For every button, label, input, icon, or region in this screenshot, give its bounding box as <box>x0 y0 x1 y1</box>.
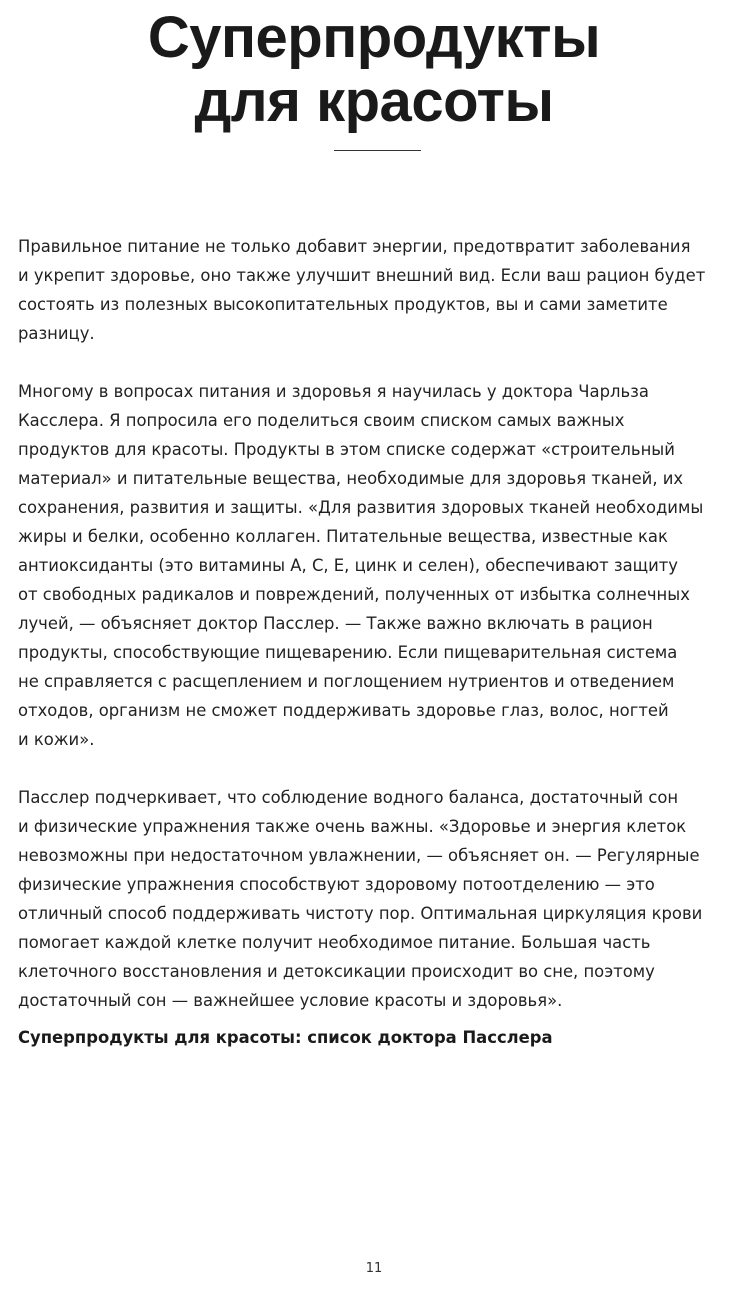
text-line: Пасслер подчеркивает, что соблюдение водного баланса, достаточный сон <box>18 788 679 807</box>
page-title <box>0 6 748 134</box>
text-line: антиоксиданты (это витамины А, С, Е, цинк и селен), обеспечивают защиту <box>18 556 678 575</box>
body-text <box>18 232 734 1044</box>
page-number: 11 <box>365 1261 383 1276</box>
title-line-1: Суперпродукты <box>147 5 601 70</box>
text-line: клеточного восстановления и детоксикации происходит во сне, поэтому <box>18 962 655 981</box>
text-line: продуктов для красоты. Продукты в этом списке содержат «строительный <box>18 440 675 459</box>
text-line: невозможны при недостаточном увлажнении, — объясняет он. — Регулярные <box>18 846 700 865</box>
text-line: достаточный сон — важнейшее условие красоты и здоровья». <box>18 991 563 1010</box>
text-line: отходов, организм не сможет поддерживать здоровье глаз, волос, ногтей <box>18 701 669 720</box>
text-line: отличный способ поддерживать чистоту пор. Оптимальная циркуляция крови <box>18 904 703 923</box>
text-line: материал» и питательные вещества, необходимые для здоровья тканей, их <box>18 469 684 488</box>
title-divider <box>334 150 421 151</box>
text-line: состоять из полезных высокопитательных продуктов, вы и сами заметите <box>18 295 668 314</box>
text-line: и укрепит здоровье, оно также улучшит внешний вид. Если ваш рацион будет <box>18 266 706 285</box>
text-line: разницу. <box>18 324 95 343</box>
text-line: от свободных радикалов и повреждений, полученных от избытка солнечных <box>18 585 690 604</box>
paragraph-2 <box>18 377 734 754</box>
section-subheading: Суперпродукты для красоты: список доктора Пасслера <box>18 1028 553 1047</box>
text-line: помогает каждой клетке получит необходимое питание. Большая часть <box>18 933 651 952</box>
text-line: продукты, способствующие пищеварению. Если пищеварительная система <box>18 643 678 662</box>
text-line: и кожи». <box>18 730 95 749</box>
title-line-2: для красоты <box>194 69 554 134</box>
text-line: не справляется с расщеплением и поглощением нутриентов и отведением <box>18 672 675 691</box>
text-line: жиры и белки, особенно коллаген. Питательные вещества, известные как <box>18 527 668 546</box>
text-line: физические упражнения способствуют здоровому потоотделению — это <box>18 875 655 894</box>
text-line: Многому в вопросах питания и здоровья я научилась у доктора Чарльза <box>18 382 649 401</box>
text-line: Касслера. Я попросила его поделиться своим списком самых важных <box>18 411 625 430</box>
text-line: лучей, — объясняет доктор Пасслер. — Также важно включать в рацион <box>18 614 653 633</box>
text-line: Правильное питание не только добавит энергии, предотвратит заболевания <box>18 237 691 256</box>
paragraph-1 <box>18 232 734 348</box>
paragraph-3 <box>18 783 734 1015</box>
text-line: и физические упражнения также очень важны. «Здоровье и энергия клеток <box>18 817 687 836</box>
text-line: сохранения, развития и защиты. «Для развития здоровых тканей необходимы <box>18 498 704 517</box>
